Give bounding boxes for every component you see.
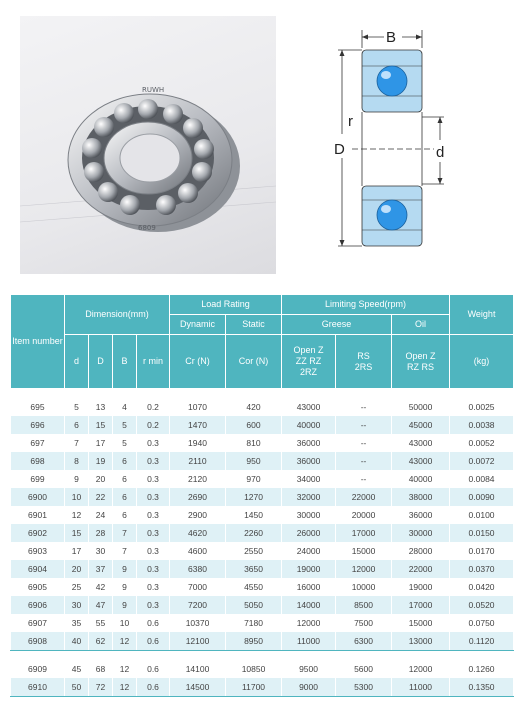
- cell-d: 40: [65, 632, 89, 651]
- cell-b: 6: [113, 488, 137, 506]
- cell-speed-rs: 12000: [336, 560, 392, 578]
- label-outer-diameter: D: [334, 141, 345, 158]
- cell-d: 30: [65, 596, 89, 614]
- bearing-cross-section-diagram: [322, 22, 492, 258]
- header-b: B: [113, 335, 137, 389]
- table-row: [11, 488, 514, 506]
- cell-speed-open: 9500: [282, 660, 336, 678]
- cell-weight: 0.0750: [450, 614, 514, 632]
- cell-cr: 14100: [170, 660, 226, 678]
- cell-speed-rs: 22000: [336, 488, 392, 506]
- cell-outer-d: 30: [89, 542, 113, 560]
- header-grease: Greese: [282, 315, 392, 335]
- cell-b: 12: [113, 660, 137, 678]
- cell-speed-open: 9000: [282, 678, 336, 697]
- cell-cr: 10370: [170, 614, 226, 632]
- cell-cr: 2110: [170, 452, 226, 470]
- cell-r: 0.3: [137, 488, 170, 506]
- cell-b: 4: [113, 398, 137, 416]
- cell-cr: 2690: [170, 488, 226, 506]
- cell-speed-rs: --: [336, 398, 392, 416]
- table-row: [11, 398, 514, 416]
- cell-cr: 2900: [170, 506, 226, 524]
- header-cor: Cor (N): [226, 335, 282, 389]
- cell-speed-open: 34000: [282, 470, 336, 488]
- cell-speed-open: 36000: [282, 452, 336, 470]
- header-open-oil: Open Z RZ RS: [392, 335, 450, 389]
- cell-cr: 12100: [170, 632, 226, 651]
- cell-d: 20: [65, 560, 89, 578]
- table-row: [11, 506, 514, 524]
- cell-r: 0.6: [137, 660, 170, 678]
- cell-item: 698: [11, 452, 65, 470]
- cell-b: 7: [113, 524, 137, 542]
- cell-outer-d: 13: [89, 398, 113, 416]
- header-dimension: Dimension(mm): [65, 295, 170, 335]
- label-b: B: [386, 29, 397, 46]
- cell-item: 6903: [11, 542, 65, 560]
- cell-r: 0.2: [137, 416, 170, 434]
- cell-weight: 0.1350: [450, 678, 514, 697]
- cell-item: 6904: [11, 560, 65, 578]
- table-row: [11, 434, 514, 452]
- cell-d: 8: [65, 452, 89, 470]
- cell-item: 6902: [11, 524, 65, 542]
- cell-weight: 0.0520: [450, 596, 514, 614]
- cell-item: 697: [11, 434, 65, 452]
- header-cr: Cr (N): [170, 335, 226, 389]
- cell-speed-oil: 15000: [392, 614, 450, 632]
- cell-speed-oil: 19000: [392, 578, 450, 596]
- cell-weight: 0.0052: [450, 434, 514, 452]
- cell-item: 6906: [11, 596, 65, 614]
- cell-d: 12: [65, 506, 89, 524]
- cell-speed-rs: --: [336, 452, 392, 470]
- cell-outer-d: 20: [89, 470, 113, 488]
- cell-cor: 600: [226, 416, 282, 434]
- cell-b: 6: [113, 452, 137, 470]
- cell-r: 0.2: [137, 398, 170, 416]
- ring-text-bottom: 6809: [138, 224, 156, 232]
- header-kg: (kg): [450, 335, 514, 389]
- cell-item: 6901: [11, 506, 65, 524]
- header-item-number: Item number: [11, 295, 65, 389]
- bearing-photo: [20, 16, 276, 274]
- cell-weight: 0.0084: [450, 470, 514, 488]
- cell-b: 9: [113, 560, 137, 578]
- cell-cr: 7000: [170, 578, 226, 596]
- header-r-min: r min: [137, 335, 170, 389]
- cell-cor: 11700: [226, 678, 282, 697]
- cell-item: 6907: [11, 614, 65, 632]
- cell-b: 12: [113, 632, 137, 651]
- cell-weight: 0.0150: [450, 524, 514, 542]
- cell-outer-d: 42: [89, 578, 113, 596]
- header-limiting-speed: Limiting Speed(rpm): [282, 295, 450, 315]
- cell-outer-d: 19: [89, 452, 113, 470]
- cell-cr: 1470: [170, 416, 226, 434]
- cell-r: 0.3: [137, 578, 170, 596]
- cell-r: 0.3: [137, 542, 170, 560]
- cell-b: 9: [113, 578, 137, 596]
- cell-r: 0.3: [137, 524, 170, 542]
- cell-speed-open: 26000: [282, 524, 336, 542]
- table-row: [11, 614, 514, 632]
- cell-speed-open: 32000: [282, 488, 336, 506]
- cell-weight: 0.0038: [450, 416, 514, 434]
- cell-speed-rs: 7500: [336, 614, 392, 632]
- cell-speed-open: 40000: [282, 416, 336, 434]
- cell-cr: 2120: [170, 470, 226, 488]
- cell-outer-d: 37: [89, 560, 113, 578]
- header-open-grease: Open Z ZZ RZ 2RZ: [282, 335, 336, 389]
- cell-r: 0.6: [137, 632, 170, 651]
- cell-outer-d: 47: [89, 596, 113, 614]
- cell-speed-rs: 15000: [336, 542, 392, 560]
- header-dynamic: Dynamic: [170, 315, 226, 335]
- cell-outer-d: 15: [89, 416, 113, 434]
- cell-weight: 0.0072: [450, 452, 514, 470]
- cell-cor: 8950: [226, 632, 282, 651]
- cell-speed-oil: 30000: [392, 524, 450, 542]
- spacer-row: [11, 389, 514, 399]
- cell-cor: 2260: [226, 524, 282, 542]
- cell-speed-open: 19000: [282, 560, 336, 578]
- cell-b: 12: [113, 678, 137, 697]
- table-body: [11, 389, 514, 697]
- cell-outer-d: 28: [89, 524, 113, 542]
- cell-speed-open: 16000: [282, 578, 336, 596]
- cell-cr: 6380: [170, 560, 226, 578]
- cell-speed-open: 14000: [282, 596, 336, 614]
- cell-cr: 14500: [170, 678, 226, 697]
- cell-d: 17: [65, 542, 89, 560]
- table-row: [11, 596, 514, 614]
- cell-item: 6905: [11, 578, 65, 596]
- cell-d: 10: [65, 488, 89, 506]
- bearing-photo-illustration: [20, 16, 276, 274]
- cell-b: 6: [113, 506, 137, 524]
- ring-text-top: RUWH: [142, 86, 165, 94]
- cell-cor: 970: [226, 470, 282, 488]
- cell-cr: 1070: [170, 398, 226, 416]
- cell-speed-rs: 8500: [336, 596, 392, 614]
- cell-speed-open: 43000: [282, 398, 336, 416]
- cell-speed-oil: 45000: [392, 416, 450, 434]
- header-d: d: [65, 335, 89, 389]
- header-load-rating: Load Rating: [170, 295, 282, 315]
- cell-d: 5: [65, 398, 89, 416]
- cell-outer-d: 24: [89, 506, 113, 524]
- cell-r: 0.3: [137, 506, 170, 524]
- cell-weight: 0.0100: [450, 506, 514, 524]
- cell-r: 0.3: [137, 434, 170, 452]
- cell-r: 0.3: [137, 596, 170, 614]
- cell-weight: 0.1260: [450, 660, 514, 678]
- cell-speed-oil: 43000: [392, 452, 450, 470]
- table-row: [11, 470, 514, 488]
- cell-weight: 0.0420: [450, 578, 514, 596]
- cell-cor: 1270: [226, 488, 282, 506]
- cell-cor: 10850: [226, 660, 282, 678]
- cell-b: 7: [113, 542, 137, 560]
- cell-b: 9: [113, 596, 137, 614]
- cell-d: 25: [65, 578, 89, 596]
- cell-speed-open: 11000: [282, 632, 336, 651]
- cell-d: 50: [65, 678, 89, 697]
- label-inner-diameter: d: [436, 144, 445, 161]
- cell-speed-rs: 10000: [336, 578, 392, 596]
- cell-speed-oil: 17000: [392, 596, 450, 614]
- cell-speed-rs: 17000: [336, 524, 392, 542]
- cell-d: 9: [65, 470, 89, 488]
- cell-cor: 4550: [226, 578, 282, 596]
- cell-speed-oil: 13000: [392, 632, 450, 651]
- cell-cr: 7200: [170, 596, 226, 614]
- bearing-spec-table: [10, 294, 514, 697]
- cell-item: 696: [11, 416, 65, 434]
- cell-b: 6: [113, 470, 137, 488]
- table-row: [11, 632, 514, 651]
- header-weight: Weight: [450, 295, 514, 335]
- header-oil: Oil: [392, 315, 450, 335]
- cell-item: 699: [11, 470, 65, 488]
- cell-r: 0.3: [137, 452, 170, 470]
- cell-weight: 0.1120: [450, 632, 514, 651]
- cell-speed-oil: 43000: [392, 434, 450, 452]
- cell-item: 6900: [11, 488, 65, 506]
- cell-cor: 5050: [226, 596, 282, 614]
- table-row: [11, 678, 514, 697]
- cell-cor: 7180: [226, 614, 282, 632]
- bearing-spec-table-wrapper: [10, 294, 513, 697]
- cell-speed-oil: 12000: [392, 660, 450, 678]
- cell-cr: 4600: [170, 542, 226, 560]
- cell-item: 695: [11, 398, 65, 416]
- cell-weight: 0.0090: [450, 488, 514, 506]
- cell-speed-oil: 38000: [392, 488, 450, 506]
- cell-speed-rs: 5600: [336, 660, 392, 678]
- cell-d: 35: [65, 614, 89, 632]
- table-row: [11, 524, 514, 542]
- cell-d: 7: [65, 434, 89, 452]
- cell-item: 6910: [11, 678, 65, 697]
- cell-outer-d: 55: [89, 614, 113, 632]
- cell-outer-d: 22: [89, 488, 113, 506]
- header-outer-d: D: [89, 335, 113, 389]
- cell-d: 45: [65, 660, 89, 678]
- cell-b: 5: [113, 416, 137, 434]
- cell-weight: 0.0370: [450, 560, 514, 578]
- cell-speed-rs: 20000: [336, 506, 392, 524]
- cell-outer-d: 72: [89, 678, 113, 697]
- cell-cor: 810: [226, 434, 282, 452]
- header-rs-grease: RS 2RS: [336, 335, 392, 389]
- cell-r: 0.3: [137, 470, 170, 488]
- cell-cor: 3650: [226, 560, 282, 578]
- cell-weight: 0.0025: [450, 398, 514, 416]
- cell-d: 15: [65, 524, 89, 542]
- cell-item: 6908: [11, 632, 65, 651]
- cell-cr: 4620: [170, 524, 226, 542]
- cell-speed-oil: 40000: [392, 470, 450, 488]
- cell-speed-oil: 28000: [392, 542, 450, 560]
- cell-speed-open: 30000: [282, 506, 336, 524]
- cell-speed-rs: 5300: [336, 678, 392, 697]
- table-row: [11, 660, 514, 678]
- cell-speed-open: 12000: [282, 614, 336, 632]
- cell-speed-rs: --: [336, 434, 392, 452]
- cell-cor: 950: [226, 452, 282, 470]
- cell-speed-rs: --: [336, 470, 392, 488]
- cell-speed-rs: 6300: [336, 632, 392, 651]
- cell-outer-d: 68: [89, 660, 113, 678]
- cell-b: 10: [113, 614, 137, 632]
- cell-weight: 0.0170: [450, 542, 514, 560]
- cell-cor: 420: [226, 398, 282, 416]
- cell-speed-rs: --: [336, 416, 392, 434]
- table-row: [11, 542, 514, 560]
- cell-r: 0.6: [137, 678, 170, 697]
- cell-item: 6909: [11, 660, 65, 678]
- header-static: Static: [226, 315, 282, 335]
- cell-r: 0.3: [137, 560, 170, 578]
- cell-b: 5: [113, 434, 137, 452]
- table-row: [11, 578, 514, 596]
- cell-cor: 1450: [226, 506, 282, 524]
- cell-speed-open: 24000: [282, 542, 336, 560]
- cell-speed-oil: 22000: [392, 560, 450, 578]
- cell-r: 0.6: [137, 614, 170, 632]
- cell-outer-d: 17: [89, 434, 113, 452]
- cell-speed-oil: 36000: [392, 506, 450, 524]
- cell-speed-open: 36000: [282, 434, 336, 452]
- spacer-row: [11, 651, 514, 661]
- table-row: [11, 560, 514, 578]
- cell-outer-d: 62: [89, 632, 113, 651]
- cell-cor: 2550: [226, 542, 282, 560]
- label-r: r: [348, 113, 353, 130]
- cell-speed-oil: 11000: [392, 678, 450, 697]
- table-row: [11, 416, 514, 434]
- cell-d: 6: [65, 416, 89, 434]
- table-row: [11, 452, 514, 470]
- cell-speed-oil: 50000: [392, 398, 450, 416]
- cell-cr: 1940: [170, 434, 226, 452]
